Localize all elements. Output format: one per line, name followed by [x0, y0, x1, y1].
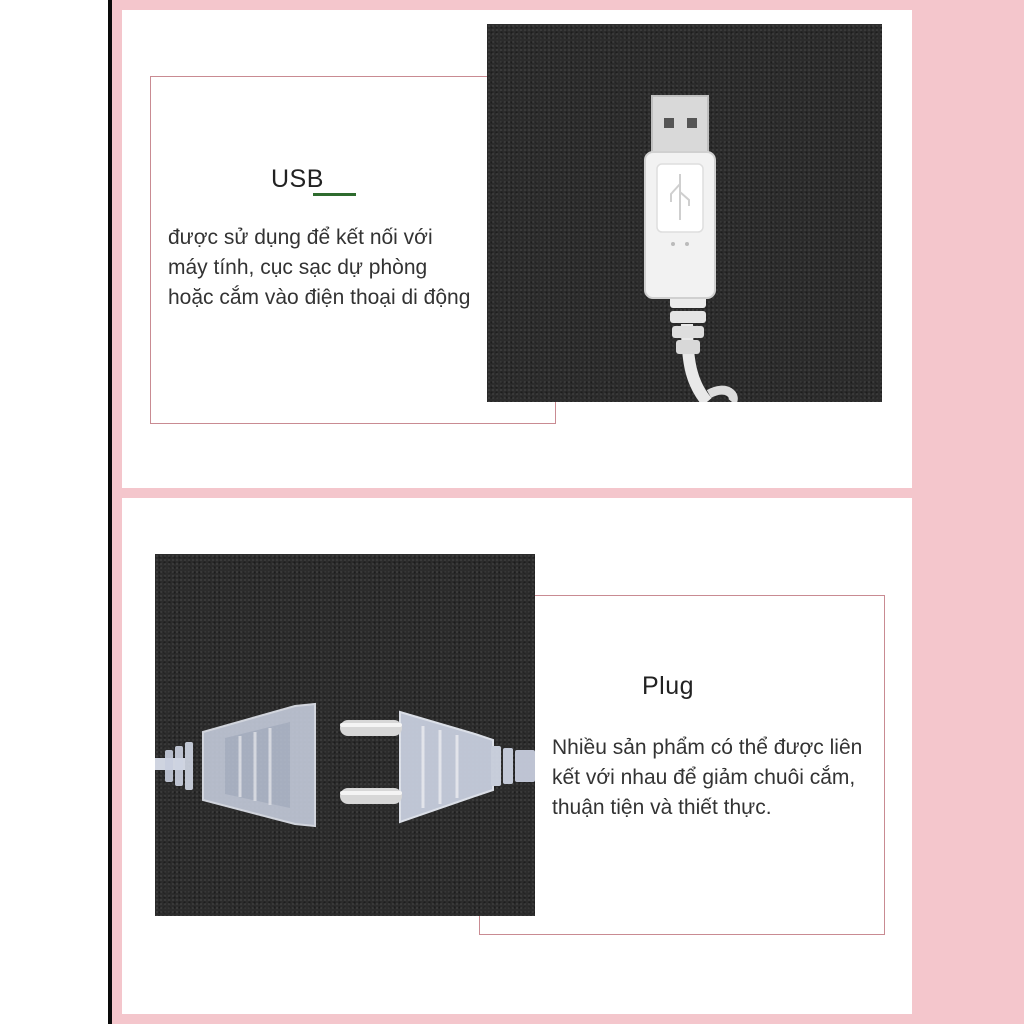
plug-description: Nhiều sản phẩm có thể được liên kết với nhau để giảm chuôi cắm, thuận tiện và thiết thực. — [552, 736, 863, 819]
left-margin — [0, 0, 108, 1024]
pink-border-left — [112, 0, 122, 1024]
power-plug-icon — [155, 554, 535, 916]
usb-title: USB — [271, 165, 324, 193]
usb-connector-icon — [487, 24, 882, 402]
plug-title: Plug — [642, 672, 695, 700]
power-plug-photo — [155, 554, 535, 916]
pink-border-bottom — [112, 1014, 1024, 1024]
usb-description: được sử dụng để kết nối với máy tính, cục sạc dự phòng hoặc cắm vào điện thoại di động — [168, 226, 471, 309]
usb-title-underline — [313, 193, 356, 196]
pink-border-middle — [112, 488, 1024, 498]
pink-border-top — [112, 0, 1024, 10]
pink-border-right — [912, 0, 1024, 1024]
usb-cable-photo — [487, 24, 882, 402]
